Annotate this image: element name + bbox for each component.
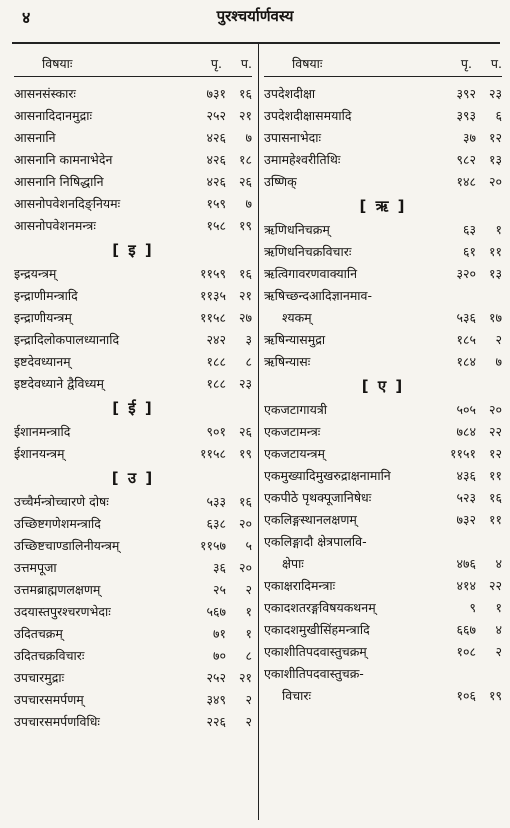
entry-subject: एकाशीतिपदवास्तुचक्र- — [264, 666, 364, 681]
index-entry — [264, 465, 502, 487]
entry-page-number: २५ — [212, 582, 226, 597]
entry-line-number: १२ — [488, 130, 502, 145]
index-entry — [264, 219, 502, 241]
index-entry — [14, 601, 252, 623]
entry-subject: ऋषिन्यासः — [264, 354, 311, 369]
entry-subject: एकजटायन्त्रम् — [264, 446, 326, 461]
entry-line-number: ७ — [495, 354, 502, 369]
entry-subject: ऋणिधनिचक्रम् — [264, 222, 330, 237]
entry-subject: आसनानि कामनाभेदेन — [14, 152, 113, 167]
entry-subject: ऋषिन्यासमुद्रा — [264, 332, 326, 347]
index-entry — [264, 487, 502, 509]
entry-line-number: १९ — [238, 446, 252, 461]
entry-line-number: ४ — [495, 556, 502, 571]
entry-subject: एकादशमुखीसिंहमन्त्रादि — [264, 622, 370, 637]
entry-subject: आसनोपवेशनदिङ्नियमः — [14, 196, 121, 211]
index-entry-continuation — [264, 307, 502, 329]
index-entry — [14, 421, 252, 443]
entry-subject: एकलिङ्गस्थानलक्षणम् — [264, 512, 357, 527]
entry-line-number: २ — [245, 714, 252, 729]
entry-page-number: ४७६ — [456, 556, 476, 571]
entry-subject: उदयास्तपुरश्चरणभेदाः — [14, 604, 111, 619]
entry-page-number: ३२० — [456, 266, 476, 281]
index-entry — [264, 619, 502, 641]
index-column-left — [14, 50, 252, 733]
entry-page-number: १८८ — [206, 354, 226, 369]
entry-line-number: १६ — [238, 266, 252, 281]
entry-subject: इष्टदेवध्यानम् — [14, 354, 71, 369]
entry-line-number: ४ — [495, 622, 502, 637]
entry-subject: इन्द्राणीमन्त्रादि — [14, 288, 78, 303]
entry-line-number: १९ — [238, 218, 252, 233]
entry-line-number: २ — [245, 582, 252, 597]
entry-line-number: १७ — [488, 310, 502, 325]
entry-line-number: २० — [488, 402, 502, 417]
entry-line-number: २१ — [238, 108, 252, 123]
subject-header: विषयाः — [42, 55, 73, 71]
entry-subject: ईशानमन्त्रादि — [14, 424, 71, 439]
entry-subject: ईशानयन्त्रम् — [14, 446, 65, 461]
entry-page-number: ११५१ — [449, 446, 476, 461]
entry-page-number: ६३८ — [206, 516, 226, 531]
entry-subject: श्यकम् — [282, 310, 312, 325]
entry-line-number: २२ — [488, 424, 502, 439]
entry-subject: इष्टदेवध्याने द्वैविध्यम् — [14, 376, 104, 391]
index-entry — [264, 83, 502, 105]
entry-line-number: २ — [245, 692, 252, 707]
index-entry — [264, 263, 502, 285]
entry-page-number: १०६ — [456, 688, 476, 703]
section-letter-heading: [ उ ] — [111, 469, 155, 487]
index-entry — [264, 171, 502, 193]
entry-page-number: ११५८ — [199, 310, 226, 325]
entry-subject: उच्छिष्टगणेशमन्त्रादि — [14, 516, 101, 531]
entry-page-number: ९ — [469, 600, 476, 615]
entry-page-number: ६३ — [462, 222, 476, 237]
entry-subject: उपदेशदीक्षा — [264, 86, 316, 101]
entry-subject: एकलिङ्गादौ क्षेत्रपालवि- — [264, 534, 367, 549]
entry-page-number: ७१ — [212, 626, 226, 641]
entry-subject: एकमुख्यादिमुखरुद्राक्षनामानि — [264, 468, 391, 483]
entry-line-number: २१ — [238, 288, 252, 303]
index-entry — [264, 443, 502, 465]
index-entry — [264, 663, 502, 685]
entry-subject: आसनसंस्कारः — [14, 86, 76, 101]
entry-subject: उपदेशदीक्षासमयादि — [264, 108, 352, 123]
entry-page-number: १५८ — [206, 218, 226, 233]
entry-subject: उच्छिष्टचाण्डालिनीयन्त्रम् — [14, 538, 120, 553]
entry-line-number: १ — [495, 600, 502, 615]
index-entry — [14, 557, 252, 579]
entry-page-number: ७३२ — [456, 512, 476, 527]
entry-page-number: ११३५ — [199, 288, 226, 303]
entry-subject: उपचारमुद्राः — [14, 670, 65, 685]
section-letter-heading: [ ए ] — [361, 377, 405, 395]
entry-page-number: ४३६ — [456, 468, 476, 483]
index-entry — [264, 285, 502, 307]
index-entry — [264, 241, 502, 263]
entry-page-number: १५९ — [206, 196, 226, 211]
section-letter-heading: [ ऋ ] — [359, 197, 407, 215]
entry-line-number: २० — [238, 560, 252, 575]
entry-line-number: २० — [488, 174, 502, 189]
entry-subject: एकाशीतिपदवास्तुचक्रम् — [264, 644, 367, 659]
entry-line-number: ८ — [245, 648, 252, 663]
entry-subject: उपासनाभेदाः — [264, 130, 322, 145]
index-entry — [14, 149, 252, 171]
entry-subject: उमामहेश्वरीतिथिः — [264, 152, 341, 167]
index-entry — [14, 307, 252, 329]
entry-page-number: १४८ — [456, 174, 476, 189]
index-entry — [14, 513, 252, 535]
entry-line-number: २१ — [238, 670, 252, 685]
index-entry — [264, 421, 502, 443]
line-header-label: प. — [490, 55, 502, 71]
index-entry — [14, 689, 252, 711]
index-entry — [264, 399, 502, 421]
index-entry — [14, 193, 252, 215]
index-entry — [14, 491, 252, 513]
entry-line-number: १२ — [488, 446, 502, 461]
entry-line-number: १६ — [238, 86, 252, 101]
column-header — [14, 50, 252, 76]
entry-line-number: १३ — [488, 152, 502, 167]
entry-page-number: ५६७ — [206, 604, 226, 619]
entry-page-number: ३९२ — [456, 86, 476, 101]
index-entry — [14, 535, 252, 557]
entry-line-number: २ — [495, 332, 502, 347]
entry-page-number: २५२ — [206, 108, 226, 123]
entry-page-number: ७३१ — [206, 86, 226, 101]
entry-page-number: ७० — [212, 648, 226, 663]
entry-page-number: ४१४ — [456, 578, 476, 593]
entry-subject: एकजटागायत्री — [264, 402, 327, 417]
entry-page-number: ५०५ — [456, 402, 476, 417]
index-entry — [264, 149, 502, 171]
entry-page-number: २४२ — [206, 332, 226, 347]
entry-line-number: २० — [238, 516, 252, 531]
entry-page-number: ३४९ — [206, 692, 226, 707]
index-entry — [14, 83, 252, 105]
entry-subject: इन्द्राणीयन्त्रम् — [14, 310, 72, 325]
entry-line-number: ७ — [245, 196, 252, 211]
entry-page-number: ३९३ — [456, 108, 476, 123]
index-column-right — [264, 50, 502, 707]
section-letter-heading: [ इ ] — [112, 241, 154, 259]
index-entry — [264, 531, 502, 553]
entry-subject: आसनोपवेशनमन्त्रः — [14, 218, 96, 233]
index-entry — [14, 263, 252, 285]
entry-line-number: १ — [495, 222, 502, 237]
entry-line-number: १८ — [238, 152, 252, 167]
header-rule — [12, 42, 500, 44]
entry-page-number: ३६ — [212, 560, 226, 575]
index-entry — [264, 105, 502, 127]
index-entry — [14, 351, 252, 373]
entry-subject: इन्द्रयन्त्रम् — [14, 266, 57, 281]
index-entry — [264, 509, 502, 531]
subject-header: विषयाः — [292, 55, 323, 71]
entry-line-number: ७ — [245, 130, 252, 145]
entry-page-number: ४२६ — [206, 152, 226, 167]
index-entry — [14, 105, 252, 127]
entry-line-number: १६ — [238, 494, 252, 509]
entry-subject: उच्चैर्मन्त्रोच्चारणे दोषः — [14, 494, 109, 509]
section-letter-heading: [ ई ] — [112, 399, 154, 417]
entry-subject: ऋणिधनिचक्रविचारः — [264, 244, 352, 259]
entry-subject: एकादशतरङ्गविषयकथनम् — [264, 600, 376, 615]
entry-page-number: २५२ — [206, 670, 226, 685]
entry-line-number: २६ — [238, 174, 252, 189]
index-entry — [264, 641, 502, 663]
entry-page-number: १८८ — [206, 376, 226, 391]
entry-subject: उदितचक्रविचारः — [14, 648, 85, 663]
index-entry — [14, 127, 252, 149]
entry-subject: आसनानि निषिद्धानि — [14, 174, 104, 189]
page-header-label: पृ. — [460, 55, 472, 71]
line-header-label: प. — [240, 55, 252, 71]
entry-page-number: ५२३ — [456, 490, 476, 505]
index-entry — [14, 329, 252, 351]
index-entry — [14, 623, 252, 645]
entry-subject: उष्णिक् — [264, 174, 297, 189]
entry-subject: ऋषिच्छन्दआदिज्ञानमाव- — [264, 288, 372, 303]
page-header — [0, 6, 510, 30]
index-entry — [264, 597, 502, 619]
entry-page-number: ४२६ — [206, 130, 226, 145]
entry-line-number: १ — [245, 626, 252, 641]
index-entry — [14, 285, 252, 307]
index-list — [264, 83, 502, 707]
index-entry — [264, 575, 502, 597]
entry-line-number: २३ — [238, 376, 252, 391]
entry-line-number: १९ — [488, 688, 502, 703]
entry-subject: उत्तमब्राह्मणलक्षणम् — [14, 582, 101, 597]
page-number: ४ — [22, 8, 31, 27]
entry-line-number: २७ — [238, 310, 252, 325]
entry-line-number: १३ — [488, 266, 502, 281]
entry-subject: उदितचक्रम् — [14, 626, 63, 641]
entry-line-number: १६ — [488, 490, 502, 505]
entry-page-number: ५३६ — [456, 310, 476, 325]
entry-line-number: २ — [495, 644, 502, 659]
entry-page-number: ९०१ — [206, 424, 226, 439]
entry-subject: उपचारसमर्पणम् — [14, 692, 84, 707]
entry-subject: क्षेपाः — [282, 556, 304, 571]
entry-line-number: ११ — [488, 468, 502, 483]
entry-line-number: ८ — [245, 354, 252, 369]
entry-page-number: ३७ — [462, 130, 476, 145]
index-entry — [264, 351, 502, 373]
entry-page-number: १८४ — [456, 354, 476, 369]
entry-page-number: ९८२ — [456, 152, 476, 167]
index-entry — [264, 127, 502, 149]
index-entry — [14, 373, 252, 395]
entry-line-number: २६ — [238, 424, 252, 439]
entry-line-number: ११ — [488, 244, 502, 259]
entry-page-number: १८५ — [456, 332, 476, 347]
entry-page-number: ४२६ — [206, 174, 226, 189]
entry-line-number: २३ — [488, 86, 502, 101]
entry-page-number: ७८४ — [456, 424, 476, 439]
column-divider — [258, 44, 259, 820]
index-entry — [14, 711, 252, 733]
column-header-rule — [14, 76, 252, 77]
entry-subject: विचारः — [282, 688, 312, 703]
index-entry — [14, 579, 252, 601]
column-header-rule — [264, 76, 502, 77]
page-header-label: पृ. — [210, 55, 222, 71]
index-entry — [14, 645, 252, 667]
entry-subject: एकजटामन्त्रः — [264, 424, 321, 439]
index-list — [14, 83, 252, 733]
entry-page-number: २२६ — [206, 714, 226, 729]
entry-subject: आसनानि — [14, 130, 56, 145]
index-entry — [14, 171, 252, 193]
entry-page-number: ६६७ — [456, 622, 476, 637]
column-header — [264, 50, 502, 76]
entry-line-number: ३ — [245, 332, 252, 347]
entry-line-number: ६ — [495, 108, 502, 123]
entry-subject: इन्द्रादिलोकपालध्यानादि — [14, 332, 120, 347]
entry-line-number: ५ — [245, 538, 252, 553]
entry-line-number: ११ — [488, 512, 502, 527]
index-entry-continuation — [264, 685, 502, 707]
index-entry-continuation — [264, 553, 502, 575]
index-entry — [264, 329, 502, 351]
entry-line-number: १ — [245, 604, 252, 619]
index-entry — [14, 215, 252, 237]
entry-page-number: ११५७ — [199, 538, 226, 553]
entry-page-number: ६१ — [462, 244, 476, 259]
entry-page-number: १०८ — [456, 644, 476, 659]
index-entry — [14, 443, 252, 465]
entry-subject: आसनादिदानमुद्राः — [14, 108, 92, 123]
entry-subject: एकाक्षरादिमन्त्राः — [264, 578, 336, 593]
entry-line-number: २२ — [488, 578, 502, 593]
entry-subject: उत्तमपूजा — [14, 560, 57, 575]
entry-subject: उपचारसमर्पणविधिः — [14, 714, 100, 729]
index-entry — [14, 667, 252, 689]
entry-subject: ऋत्विगावरणवाक्यानि — [264, 266, 358, 281]
entry-page-number: ११५९ — [199, 266, 226, 281]
entry-page-number: ११५८ — [199, 446, 226, 461]
entry-page-number: ५३३ — [206, 494, 226, 509]
page-title: पुरश्चर्यार्णवस्य — [216, 7, 294, 25]
entry-subject: एकपीठे पृथक्पूजानिषेधः — [264, 490, 372, 505]
